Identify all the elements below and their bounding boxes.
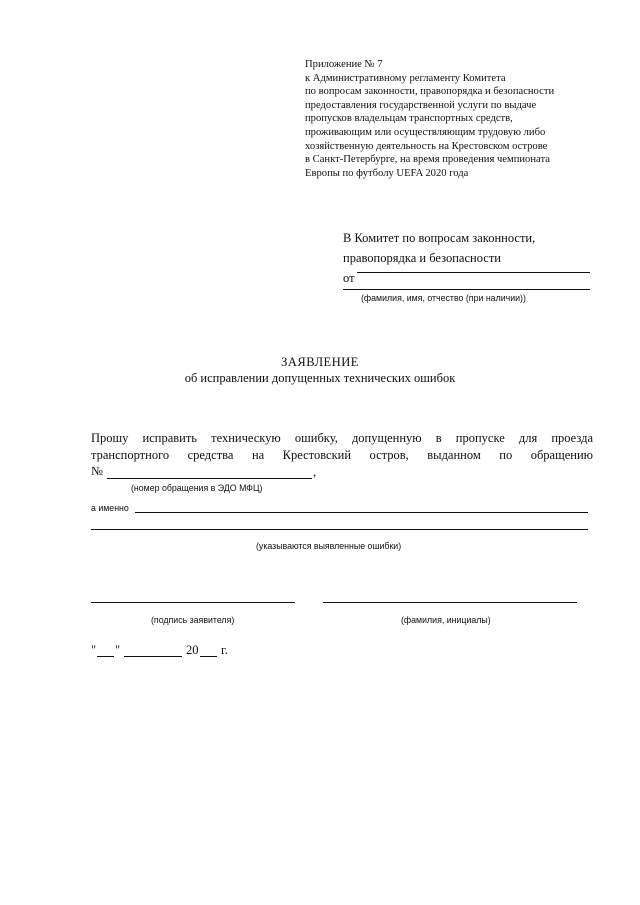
request-number-caption: (номер обращения в ЭДО МФЦ) (131, 483, 263, 493)
errors-caption: (указываются выявленные ошибки) (256, 541, 402, 551)
date-year-prefix: 20 (186, 643, 199, 657)
from-name-line[interactable] (357, 272, 590, 273)
statement-subtitle: об исправлении допущенных технических ошибок (184, 371, 456, 385)
signature-line[interactable] (91, 602, 295, 603)
initials-line[interactable] (323, 602, 577, 603)
addressee-line-2: правопорядка и безопасности (343, 251, 501, 265)
number-prefix: № (91, 464, 103, 478)
errors-line-2[interactable] (91, 529, 588, 530)
appendix-line: предоставления государственной услуги по выдаче (305, 99, 537, 111)
appendix-line: пропусков владельцам транспортных средств, (305, 113, 513, 125)
date-year-line[interactable] (200, 656, 217, 657)
appendix-line: Европы по футболу UEFA 2020 года (305, 167, 469, 179)
errors-line-1[interactable] (135, 512, 588, 513)
appendix-line: в Санкт-Петербурге, на время проведения чемпионата (305, 154, 550, 166)
appendix-line: хозяйственную деятельность на Крестовском острове (305, 140, 548, 152)
from-name-caption: (фамилия, имя, отчество (при наличии)) (361, 293, 526, 303)
appendix-line: по вопросам законности, правопорядка и безопасности (305, 86, 555, 98)
date-quote-open: " (91, 643, 97, 657)
date-month-line[interactable] (124, 656, 182, 657)
date-quote-close: " (115, 643, 121, 657)
namely-label: а именно (91, 503, 129, 513)
initials-caption: (фамилия, инициалы) (401, 615, 491, 625)
request-number-line[interactable] (107, 478, 312, 479)
addressee-from-label: от (343, 271, 355, 285)
request-line-2: транспортного средства на Крестовский остров, выданном по обращению (91, 448, 593, 462)
addressee-block (343, 228, 535, 288)
signature-caption: (подпись заявителя) (151, 615, 235, 625)
number-suffix: , (313, 465, 317, 479)
addressee-line-1: В Комитет по вопросам законности, (343, 231, 536, 245)
date-year-suffix: г. (221, 643, 228, 657)
date-day-line[interactable] (97, 656, 114, 657)
appendix-block (305, 58, 554, 180)
appendix-line: проживающим или осуществляющим трудовую либо (305, 126, 546, 138)
request-line-1: Прошу исправить техническую ошибку, допущенную в пропуске для проезда (91, 431, 593, 445)
from-name-line-2[interactable] (343, 289, 590, 290)
request-text (91, 430, 593, 464)
statement-title: ЗАЯВЛЕНИЕ (281, 355, 359, 369)
appendix-line: к Административному регламенту Комитета (305, 72, 506, 84)
appendix-line: Приложение № 7 (305, 59, 383, 70)
